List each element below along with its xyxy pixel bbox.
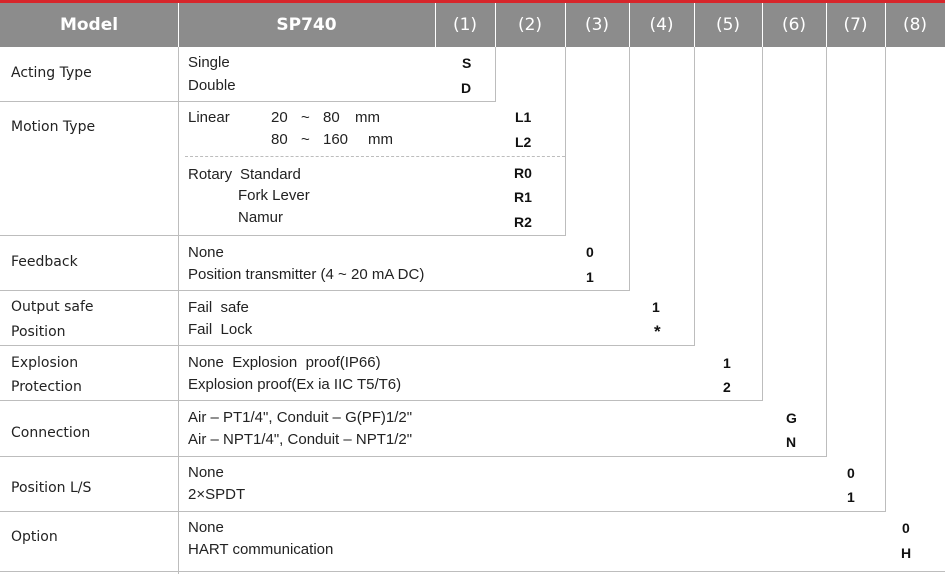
header-col-1: (1)	[435, 3, 495, 47]
step-divider	[826, 47, 827, 457]
header-divider	[629, 3, 630, 47]
header-col-8: (8)	[885, 3, 945, 47]
header-col-2: (2)	[495, 3, 565, 47]
linear-r2-from: 80	[271, 131, 288, 148]
rotary-fork-lever: Fork Lever	[238, 187, 310, 204]
header-col-7: (7)	[826, 3, 885, 47]
code-l2: L2	[515, 134, 532, 150]
header-divider	[694, 3, 695, 47]
model-column-divider	[178, 47, 179, 574]
option-none: None	[188, 519, 224, 536]
code-connection-g: G	[786, 410, 797, 426]
option-explosion-ex-ia: Explosion proof(Ex ia IIC T5/T6)	[188, 376, 402, 393]
option-hart: HART communication	[188, 541, 334, 558]
header-col-6: (6)	[762, 3, 826, 47]
header-divider	[495, 3, 496, 47]
header-product: SP740	[178, 3, 435, 47]
linear-r1-from: 20	[271, 109, 288, 126]
header-divider	[178, 3, 179, 47]
option-fail-safe: Fail safe	[188, 299, 249, 316]
row-label-feedback: Feedback	[11, 254, 78, 270]
code-option-h: H	[901, 545, 912, 561]
header-col-5: (5)	[694, 3, 762, 47]
option-single: Single	[188, 54, 230, 71]
row-divider	[0, 290, 629, 291]
code-feedback-1: 1	[586, 269, 594, 285]
option-fail-lock: Fail Lock	[188, 321, 253, 338]
header-divider	[762, 3, 763, 47]
code-explosion-1: 1	[723, 355, 731, 371]
step-divider	[629, 47, 630, 291]
option-explosion-ip66: None Explosion proof(IP66)	[188, 354, 381, 371]
rotary-standard: Standard	[240, 166, 301, 183]
header-model: Model	[0, 3, 178, 47]
code-output-star: *	[654, 322, 661, 341]
option-double: Double	[188, 77, 236, 94]
option-ls-2xspdt: 2×SPDT	[188, 486, 246, 503]
code-r0: R0	[514, 165, 532, 181]
option-ls-none: None	[188, 464, 224, 481]
row-divider	[0, 101, 495, 102]
code-output-1: 1	[652, 299, 660, 315]
row-label-option: Option	[11, 529, 58, 545]
linear-r1-unit: mm	[355, 109, 380, 126]
row-label-output-safe: Output safe	[11, 299, 94, 315]
code-r1: R1	[514, 189, 532, 205]
row-divider	[0, 571, 945, 572]
row-divider	[0, 400, 762, 401]
step-divider	[885, 47, 886, 512]
row-label-connection: Connection	[11, 425, 91, 441]
row-divider	[0, 235, 565, 236]
code-s: S	[462, 55, 472, 71]
row-divider	[0, 511, 885, 512]
rotary-namur: Namur	[238, 209, 284, 226]
row-label-motion-type: Motion Type	[11, 119, 96, 135]
step-divider	[495, 47, 496, 102]
row-label-explosion: Explosion	[11, 355, 79, 371]
code-option-0: 0	[902, 520, 910, 536]
row-label-position-ls: Position L/S	[11, 480, 92, 496]
step-divider	[762, 47, 763, 401]
step-divider	[565, 47, 566, 236]
row-divider	[0, 345, 694, 346]
option-position-transmitter: Position transmitter (4 ~ 20 mA DC)	[188, 266, 425, 283]
code-ls-0: 0	[847, 465, 855, 481]
code-d: D	[461, 80, 472, 96]
row-label-protection: Protection	[11, 379, 82, 395]
code-explosion-2: 2	[723, 379, 731, 395]
header-col-3: (3)	[565, 3, 629, 47]
header-divider	[885, 3, 886, 47]
row-label-position: Position	[11, 324, 66, 340]
step-divider	[694, 47, 695, 346]
linear-r1-to: 80	[323, 109, 340, 126]
code-l1: L1	[515, 109, 532, 125]
linear-r2-unit: mm	[368, 131, 393, 148]
option-feedback-none: None	[188, 244, 224, 261]
header-divider	[826, 3, 827, 47]
code-ls-1: 1	[847, 489, 855, 505]
row-label-acting-type: Acting Type	[11, 65, 92, 81]
linear-r2-to: 160	[323, 131, 349, 148]
header-divider	[435, 3, 436, 47]
option-connection-pt: Air – PT1/4", Conduit – G(PF)1/2"	[188, 409, 413, 426]
linear-label: Linear	[188, 109, 230, 126]
header-col-4: (4)	[629, 3, 694, 47]
linear-r1-sep: ~	[301, 109, 310, 126]
rotary-label: Rotary	[188, 166, 233, 183]
code-feedback-0: 0	[586, 244, 594, 260]
code-connection-n: N	[786, 434, 797, 450]
code-r2: R2	[514, 214, 532, 230]
header-divider	[565, 3, 566, 47]
row-divider	[0, 456, 826, 457]
motion-dashed-divider	[185, 156, 565, 157]
option-connection-npt: Air – NPT1/4", Conduit – NPT1/2"	[188, 431, 413, 448]
linear-r2-sep: ~	[301, 131, 310, 148]
